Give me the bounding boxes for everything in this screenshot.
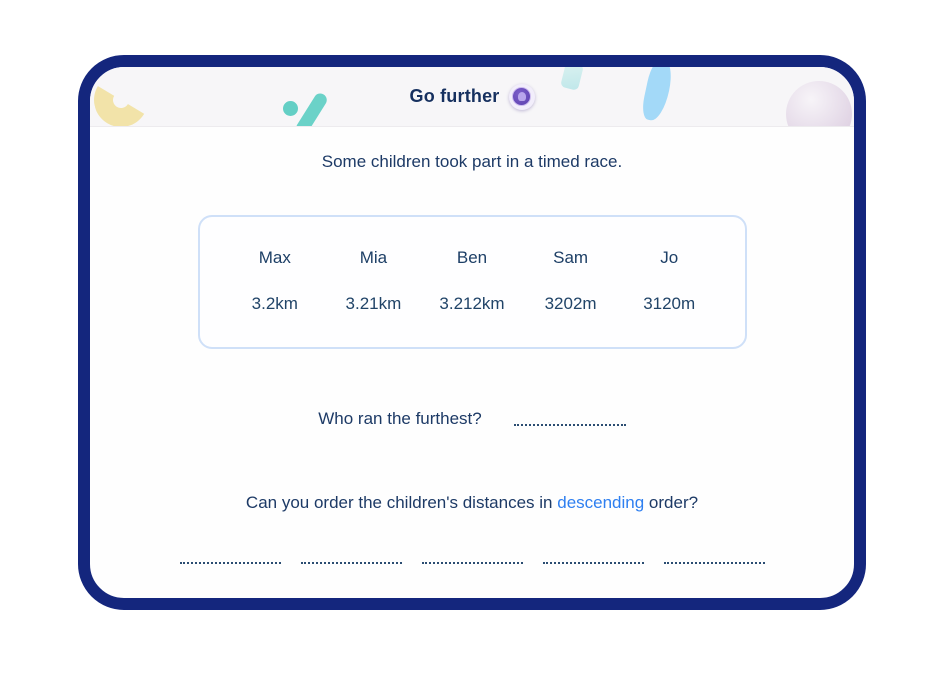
question-order-highlight: descending	[557, 493, 645, 512]
child-distance: 3202m	[544, 294, 597, 313]
question-furthest-text: Who ran the furthest?	[318, 409, 482, 428]
page-title: Go further	[409, 86, 500, 106]
answer-line-4	[543, 560, 644, 564]
child-distance: 3.21km	[345, 294, 402, 313]
child-name: Jo	[660, 248, 679, 267]
child-distance: 3.2km	[251, 294, 298, 313]
answer-line-1	[180, 560, 281, 564]
child-distance: 3120m	[643, 294, 696, 313]
answer-line-3	[422, 560, 523, 564]
distance-table	[198, 215, 747, 349]
table-names-row	[226, 247, 719, 269]
child-name: Mia	[359, 248, 388, 267]
question-order	[90, 492, 854, 514]
question-order-prefix: Can you order the children's distances in	[245, 493, 558, 512]
answer-line-5	[664, 560, 765, 564]
question-furthest	[90, 408, 854, 430]
child-name: Sam	[553, 248, 589, 267]
title-row	[90, 67, 854, 126]
child-name: Max	[258, 248, 291, 267]
card-content	[90, 127, 854, 564]
activity-card	[78, 55, 866, 610]
lightbulb-icon	[518, 92, 526, 101]
table-distances-row	[226, 293, 719, 315]
card-header	[90, 67, 854, 127]
child-name: Ben	[456, 248, 488, 267]
question-order-suffix: order?	[644, 493, 699, 512]
answer-lines-row	[90, 560, 854, 564]
badge-core	[512, 87, 531, 106]
answer-line-furthest	[514, 424, 626, 426]
reward-badge-icon[interactable]	[509, 84, 535, 110]
child-distance: 3.212km	[439, 294, 505, 313]
answer-line-2	[301, 560, 402, 564]
intro-text: Some children took part in a timed race.	[321, 152, 623, 171]
